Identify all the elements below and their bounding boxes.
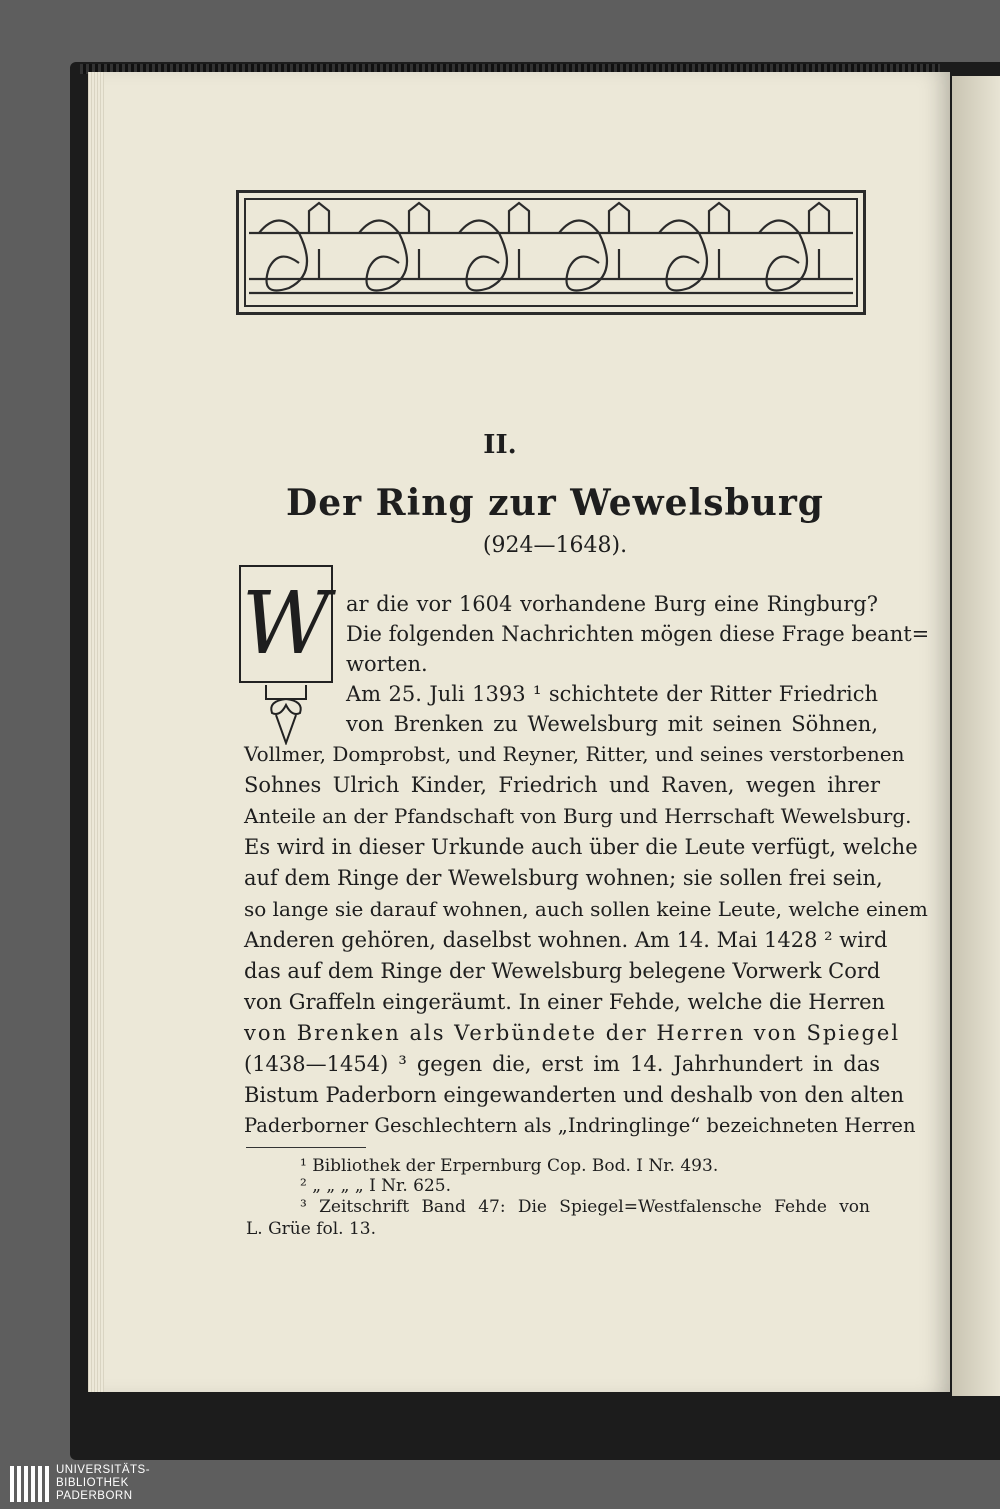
body-line: Anteile an der Pfandschaft von Burg und Herrschaft Wewelsburg. [244, 804, 912, 828]
body-line: auf dem Ringe der Wewelsburg wohnen; sie sollen frei sein, [244, 866, 883, 890]
chapter-number: II. [483, 430, 517, 460]
body-line: Vollmer, Domprobst, und Reyner, Ritter, und seines verstorbenen [244, 742, 905, 766]
decorated-initial [239, 565, 333, 683]
body-line: Sohnes Ulrich Kinder, Friedrich und Raven, wegen ihrer [244, 773, 880, 797]
body-line: worten. [346, 652, 428, 676]
body-line: von Brenken als Verbündete der Herren von Spiegel [244, 1021, 901, 1045]
body-line: von Graffeln eingeräumt. In einer Fehde, welche die Herren [244, 990, 886, 1014]
library-logo-text [56, 1464, 150, 1503]
footnote: ² „ „ „ „ I Nr. 625. [300, 1176, 451, 1196]
library-logo-line: BIBLIOTHEK [56, 1477, 129, 1489]
body-line: Es wird in dieser Urkunde auch über die Leute verfügt, welche [244, 835, 918, 859]
body-line: das auf dem Ringe der Wewelsburg belegene Vorwerk Cord [244, 959, 881, 983]
library-logo-icon [8, 1462, 52, 1506]
chapter-years: (924—1648). [482, 533, 628, 558]
footnote-divider [246, 1147, 366, 1148]
footnote: ³ Zeitschrift Band 47: Die Spiegel=Westfalensche Fehde von [300, 1197, 870, 1217]
initial-letter: W [241, 574, 331, 674]
body-line: Bistum Paderborn eingewanderten und deshalb von den alten [244, 1083, 905, 1107]
body-line: Die folgenden Nachrichten mögen diese Frage beant= [346, 622, 930, 646]
body-line: Paderborner Geschlechtern als „Indringlinge“ bezeichneten Herren [244, 1114, 916, 1137]
body-line: Anderen gehören, daselbst wohnen. Am 14. Mai 1428 ² wird [244, 928, 888, 952]
body-line: von Brenken zu Wewelsburg mit seinen Söhnen, [346, 712, 878, 736]
adjacent-page-edge [952, 76, 1000, 1396]
footnote: ¹ Bibliothek der Erpernburg Cop. Bod. I Nr. 493. [300, 1156, 719, 1176]
initial-ribbon-ornament [262, 683, 310, 745]
library-logo-line: UNIVERSITÄTS- [56, 1464, 151, 1476]
chapter-title: Der Ring zur Wewelsburg [286, 482, 824, 524]
body-line: so lange sie darauf wohnen, auch sollen keine Leute, welche einem [244, 897, 928, 921]
footnote: L. Grüe fol. 13. [246, 1219, 377, 1239]
ornamental-border-header [236, 190, 866, 315]
body-line: Am 25. Juli 1393 ¹ schichtete der Ritter Friedrich [346, 682, 878, 706]
body-line: ar die vor 1604 vorhandene Burg eine Ringburg? [346, 592, 878, 616]
body-line: (1438—1454) ³ gegen die, erst im 14. Jahrhundert in das [244, 1052, 880, 1076]
library-logo-line: PADERBORN [56, 1490, 133, 1502]
